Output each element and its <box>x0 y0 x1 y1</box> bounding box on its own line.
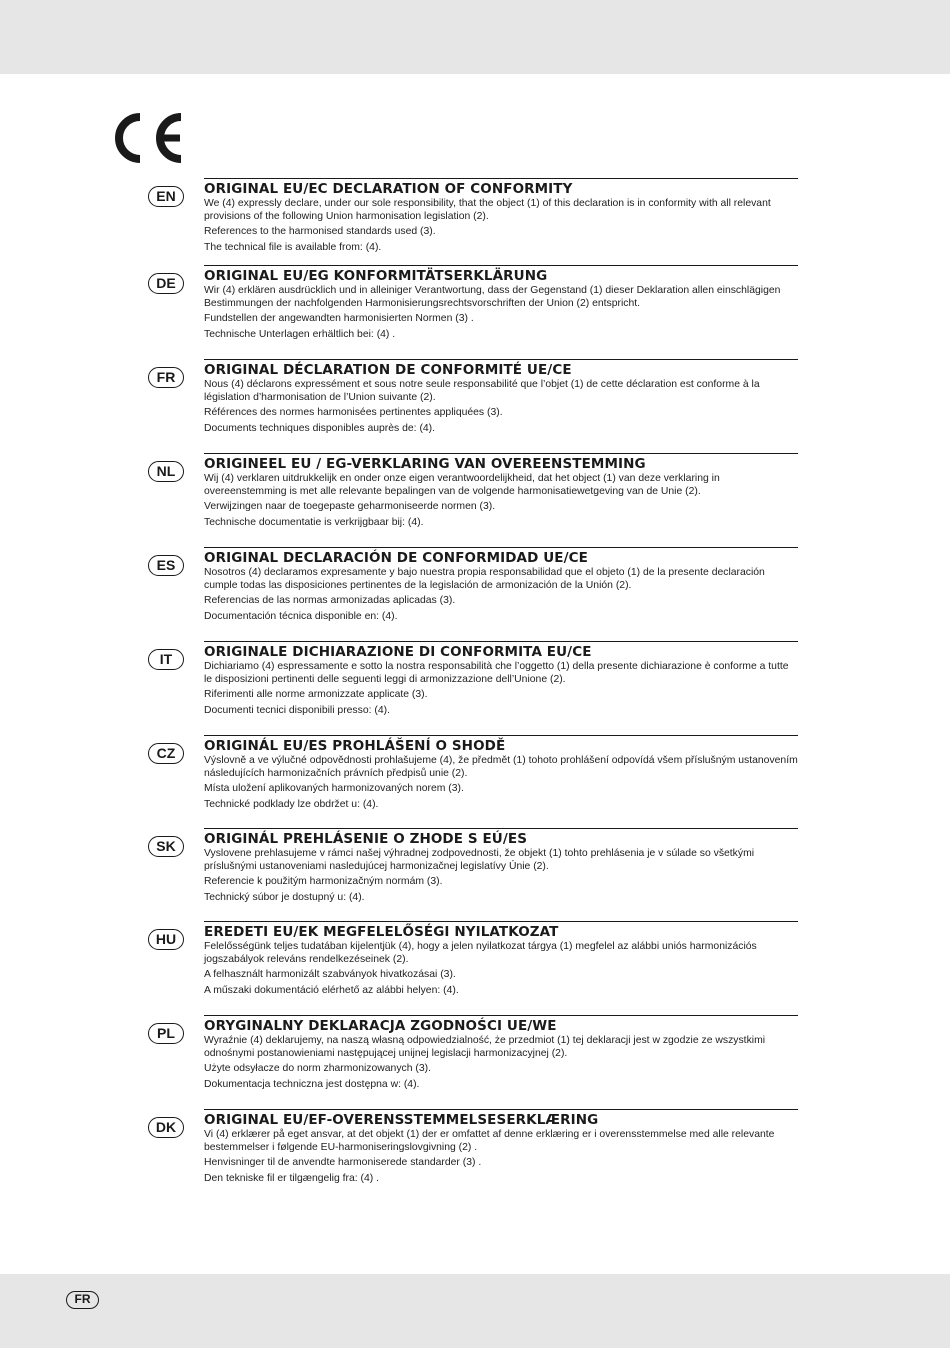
section-title: ORIGINAL EU/EC DECLARATION OF CONFORMITY <box>204 181 573 197</box>
declaration-statement: Dichiariamo (4) espressamente e sotto la nostra responsabilità che l’oggetto (1) della presente dichiarazione è conforme a tutte le disposizioni pertinenti delle seguenti leggi di armonizzazione dell’Unione (2). <box>204 661 789 685</box>
language-badge: EN <box>148 186 184 207</box>
language-badge: CZ <box>148 743 184 764</box>
technical-file-note: Den tekniske fil er tilgængelig fra: (4) . <box>204 1172 379 1184</box>
language-badge: DK <box>148 1117 184 1138</box>
declaration-section-hu <box>0 921 950 1015</box>
section-divider <box>204 359 798 360</box>
section-title: ORYGINALNY DEKLARACJA ZGODNOŚCI UE/WE <box>204 1018 557 1034</box>
section-body <box>204 941 798 1000</box>
section-body <box>204 848 798 907</box>
declaration-section-es <box>0 547 950 641</box>
technical-file-note: Documenti tecnici disponibili presso: (4). <box>204 704 390 716</box>
declaration-statement: Vyslovene prehlasujeme v rámci našej výhradnej zodpovednosti, že objekt (1) tohto prehlásenia je v súlade so všetkými príslušnými ustanoveniami nasledujúcej harmonizačnej legislatívy Únie (2). <box>204 848 755 872</box>
technical-file-note: Technische Unterlagen erhältlich bei: (4) . <box>204 328 396 340</box>
declaration-section-cz <box>0 735 950 829</box>
section-divider <box>204 453 798 454</box>
section-title: ORIGINAL DÉCLARATION DE CONFORMITÉ UE/CE <box>204 362 572 378</box>
section-title: ORIGINEEL EU / EG-VERKLARING VAN OVEREENSTEMMING <box>204 456 646 472</box>
declaration-section-nl <box>0 453 950 547</box>
standards-reference: References to the harmonised standards used (3). <box>204 226 436 237</box>
declaration-statement: Wir (4) erklären ausdrücklich und in alleiniger Verantwortung, dass der Gegenstand (1) dieser Deklaration allen einschlägigen Bestimmungen der nachfolgenden Harmonisierungsrechtsvorschriften der Union (2) entspricht. <box>204 285 781 309</box>
standards-reference: Referencias de las normas armonizadas aplicadas (3). <box>204 595 456 606</box>
technical-file-note: Technický súbor je dostupný u: (4). <box>204 891 365 903</box>
section-title: ORIGINAL EU/EG KONFORMITÄTSERKLÄRUNG <box>204 268 548 284</box>
declaration-statement: Wyraźnie (4) deklarujemy, na naszą własną odpowiedzialność, że przedmiot (1) tej deklaracji jest w zgodzie ze wszystkimi odnośnymi postanowieniami następującej unijnej legislacji harmonizacyjnej (2). <box>204 1035 766 1059</box>
standards-reference: A felhasznált harmonizált szabványok hivatkozásai (3). <box>204 969 456 980</box>
declaration-section-en <box>0 178 950 272</box>
section-body <box>204 755 798 814</box>
bottom-band <box>0 1274 950 1348</box>
declaration-section-sk <box>0 828 950 922</box>
section-body <box>204 661 798 720</box>
declaration-section-pl <box>0 1015 950 1109</box>
technical-file-note: A műszaki dokumentáció elérhető az alábbi helyen: (4). <box>204 984 459 996</box>
technical-file-note: Technické podklady lze obdržet u: (4). <box>204 798 379 810</box>
ce-mark-logo <box>108 112 188 164</box>
language-badge: DE <box>148 273 184 294</box>
declaration-statement: Nous (4) déclarons expressément et sous notre seule responsabilité que l’objet (1) de cette déclaration est conforme à la législation d’harmonisation de l’Union suivante (2). <box>204 379 760 403</box>
declaration-statement: Vi (4) erklærer på eget ansvar, at det objekt (1) der er omfattet af denne erklæring er i overensstemmelse med alle relevante bestemmelser i følgende EU-harmoniseringslovgivning (2) . <box>204 1129 775 1153</box>
technical-file-note: The technical file is available from: (4). <box>204 241 382 253</box>
standards-reference: Referencie k použitým harmonizačným normám (3). <box>204 876 443 887</box>
language-badge: HU <box>148 929 184 950</box>
declaration-statement: Wij (4) verklaren uitdrukkelijk en onder onze eigen verantwoordelijkheid, dat het object (1) van deze verklaring in overeenstemming is met alle relevante bepalingen van de volgende harmonisatiewetgeving van de Unie (2). <box>204 473 720 497</box>
standards-reference: Użyte odsyłacze do norm zharmonizowanych (3). <box>204 1063 431 1074</box>
section-divider <box>204 178 798 179</box>
section-divider <box>204 1109 798 1110</box>
section-divider <box>204 921 798 922</box>
section-title: ORIGINAL EU/EF-OVERENSSTEMMELSESERKLÆRING <box>204 1112 599 1128</box>
footer-language-badge: FR <box>66 1291 99 1309</box>
declaration-section-it <box>0 641 950 735</box>
language-badge: SK <box>148 836 184 857</box>
standards-reference: Místa uložení aplikovaných harmonizovaných norem (3). <box>204 783 464 794</box>
standards-reference: Références des normes harmonisées pertinentes appliquées (3). <box>204 407 503 418</box>
section-title: ORIGINALE DICHIARAZIONE DI CONFORMITA EU/CE <box>204 644 592 660</box>
section-title: ORIGINÁL PREHLÁSENIE O ZHODE S EÚ/ES <box>204 831 528 847</box>
technical-file-note: Dokumentacja techniczna jest dostępna w: (4). <box>204 1078 420 1090</box>
declaration-section-de <box>0 265 950 359</box>
declaration-statement: Výslovně a ve výlučné odpovědnosti prohlašujeme (4), že předmět (1) tohoto prohlášení odpovídá všem příslušným ustanovením následujících harmonizačních právních předpisů unie (2). <box>204 755 798 779</box>
standards-reference: Riferimenti alle norme armonizzate applicate (3). <box>204 689 428 700</box>
language-badge: FR <box>148 367 184 388</box>
declaration-statement: Nosotros (4) declaramos expresamente y bajo nuestra propia responsabilidad que el objeto (1) de la presente declaración cumple todas las disposiciones pertinentes de la legislación de armonización de la Unión (2). <box>204 567 765 591</box>
section-divider <box>204 1015 798 1016</box>
language-badge: ES <box>148 555 184 576</box>
section-divider <box>204 735 798 736</box>
section-title: EREDETI EU/EK MEGFELELŐSÉGI NYILATKOZAT <box>204 924 559 940</box>
section-divider <box>204 641 798 642</box>
section-body <box>204 198 798 257</box>
top-band <box>0 0 950 74</box>
declaration-section-fr <box>0 359 950 453</box>
section-body <box>204 473 798 532</box>
standards-reference: Verwijzingen naar de toegepaste geharmoniseerde normen (3). <box>204 501 496 512</box>
section-divider <box>204 828 798 829</box>
technical-file-note: Documents techniques disponibles auprès de: (4). <box>204 422 436 434</box>
section-title: ORIGINAL DECLARACIÓN DE CONFORMIDAD UE/CE <box>204 550 588 566</box>
section-body <box>204 379 798 438</box>
standards-reference: Fundstellen der angewandten harmonisierten Normen (3) . <box>204 313 474 324</box>
section-divider <box>204 265 798 266</box>
standards-reference: Henvisninger til de anvendte harmoniserede standarder (3) . <box>204 1157 482 1168</box>
language-badge: IT <box>148 649 184 670</box>
language-badge: NL <box>148 461 184 482</box>
section-body <box>204 1129 798 1188</box>
section-body <box>204 1035 798 1094</box>
technical-file-note: Documentación técnica disponible en: (4). <box>204 610 398 622</box>
declaration-statement: Felelősségünk teljes tudatában kijelentjük (4), hogy a jelen nyilatkozat tárgya (1) megfelel az alábbi uniós harmonizációs jogszabályok releváns rendelkezéseinek (2). <box>204 941 757 965</box>
declaration-section-dk <box>0 1109 950 1203</box>
section-divider <box>204 547 798 548</box>
section-title: ORIGINÁL EU/ES PROHLÁŠENÍ O SHODĚ <box>204 738 506 754</box>
section-body <box>204 567 798 626</box>
section-body <box>204 285 798 344</box>
declaration-statement: We (4) expressly declare, under our sole responsibility, that the object (1) of this declaration is in conformity with all relevant provisions of the following Union harmonisation legislation (2). <box>204 198 771 222</box>
language-badge: PL <box>148 1023 184 1044</box>
technical-file-note: Technische documentatie is verkrijgbaar bij: (4). <box>204 516 424 528</box>
